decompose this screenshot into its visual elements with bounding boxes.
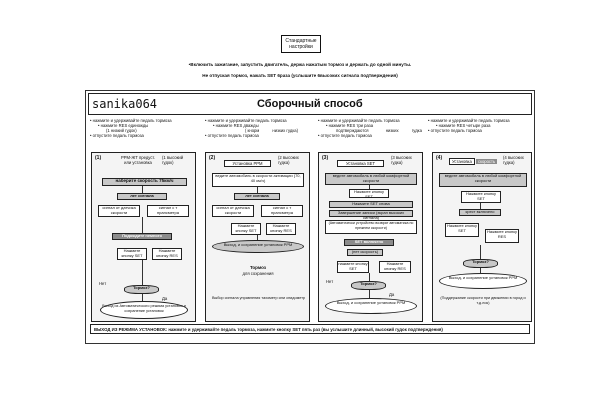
flow-box: сигнал с т прансметра (261, 205, 303, 217)
flow-box: Нажмите кнопку RES (152, 248, 182, 260)
panel-footer: (Поддержание скорости при движении в город и т.д.лок) (440, 296, 526, 305)
panel-header-right (278, 155, 308, 165)
page-title: Сборочный способ (257, 98, 363, 110)
flow-connector (142, 294, 143, 301)
flow-connector (480, 268, 481, 273)
flow-box: нажмите кнопку SET (337, 261, 369, 273)
panel-2 (205, 152, 310, 322)
flow-box: Нажмите кнопку RES (485, 229, 519, 243)
flow-label: Нет (326, 279, 334, 284)
header-right-1: (4 высоких (503, 155, 524, 160)
col2-steps (205, 118, 315, 138)
flow-connector (257, 187, 258, 193)
flow-text: для сохранения (242, 271, 274, 276)
flow-box: наберите скорость 75км/ч (102, 178, 187, 186)
panel-number: (2) (209, 155, 216, 161)
settings-line-2: настройки (289, 44, 313, 50)
flow-box: Нажмите кнопку RES (379, 261, 411, 273)
col2-step-line: • нажмите и удерживайте педаль тормоза (205, 118, 287, 123)
header-left-1: РРМ-ЖТ предуст. (120, 155, 156, 160)
flow-box: (нет скорость) (347, 249, 383, 256)
flow-connector (369, 185, 370, 189)
panel-number: (4) (436, 155, 443, 161)
flow-box: Нажмите SET снова (329, 201, 413, 208)
header-left-1: Установка (449, 158, 475, 165)
panel-header-left (449, 159, 499, 164)
header-right-2: гудка) (503, 160, 515, 165)
panel-1 (91, 152, 196, 322)
flow-box: Выход, и сохранение установок РРМ (439, 273, 527, 289)
settings-line-1: Стандартные (285, 38, 317, 44)
col3-step-line: • нажмите RES три раза (326, 123, 374, 128)
panel-header-left: Установка РРМ (224, 160, 271, 167)
flow-box: Нажмите кнопку RES (266, 223, 296, 235)
col3-step-line: • нажмите и удерживайте педаль тормоза (318, 118, 400, 123)
flow-connector (142, 217, 143, 233)
flow-box: Выход, и сохранение установок РРМ (325, 298, 417, 314)
header-right-2: гудка) (278, 160, 290, 165)
flow-box: ведите автомобиль в любой комфортной скорости (439, 173, 527, 187)
flow-box: Нажмите кнопку SET (461, 191, 501, 203)
flow-box: крест включено (459, 209, 501, 216)
instruction-2: Не отпуская тормоз, нажать SET 6раза (услышите 6высоких сигнала подтверждения) (202, 73, 398, 78)
header-right-2: гудка) (391, 160, 403, 165)
col2-step-line: • отпустите педаль тормоза (205, 133, 259, 138)
col4-step-line: • отпустите педаль тормоза (428, 128, 482, 133)
flow-box: Тормоз? (351, 281, 386, 290)
flow-box: Нажмите кнопку SET (349, 189, 389, 198)
col4-step-line: • нажмите RES четыре раза (436, 123, 491, 128)
flow-box: SET включено (344, 239, 394, 246)
flow-box: сигнал от датчика скорости (212, 205, 254, 217)
header-left-2: или установка (124, 160, 152, 165)
flow-label: Нет (99, 281, 107, 286)
flow-label: Да (162, 296, 168, 301)
col2-step-line: • нажмите RES дважды (213, 123, 259, 128)
exit-footer: ВЫХОД ИЗ РЕЖИМА УСТАНОВОК: нажмите и удерживайте педаль тормоза, нажмите кнопку SET пять раз (вы услышите длинный, высокий гудок подтверждения) (90, 324, 530, 334)
col1-step-line: (1 низкий гудок) (106, 128, 137, 133)
panel-3 (318, 152, 423, 322)
flow-connector (480, 203, 481, 209)
col1-step-line: • нажмите RES единожды (98, 123, 149, 128)
panel-number: (1) (95, 155, 102, 161)
flow-box: Тормоз? (463, 259, 498, 268)
col4-step-line: • нажмите и удерживайте педаль тормоза (428, 118, 510, 123)
col3-step-line: • отпустите педаль тормоза (318, 133, 372, 138)
flow-box: ведите автомобиль в любой комфортной скорости (325, 173, 417, 185)
col4-steps (428, 118, 533, 133)
flow-connector (369, 273, 370, 281)
flow-box: сигнал с т прансметра (147, 205, 189, 217)
flow-box: Выход, и сохранение установок РРМ (212, 240, 304, 253)
header-right-2: гудок) (162, 160, 174, 165)
flow-box: Выход из Автоматического режима установок и сохранение установок (100, 301, 188, 319)
panel-header-left: Установка SET (337, 160, 384, 167)
col1-step-line: • отпустите педаль тормоза (90, 133, 144, 138)
header-right-1: (1 высокий (162, 155, 184, 160)
panel-footer: Выбор сигнала управления тахометр или спидометр (211, 296, 306, 300)
flow-connector (142, 260, 143, 285)
header-left-2: скорость (477, 159, 496, 164)
panel-number: (3) (322, 155, 329, 161)
flow-label: Да (389, 292, 395, 297)
panel-header-right (503, 155, 533, 165)
flow-box: ведите автомобиль в скорости активации (70, 40 км/ч) (212, 173, 304, 187)
user-label: sanika064 (92, 97, 158, 111)
flow-box: Тормоз? (124, 285, 159, 294)
header-bar (88, 93, 532, 115)
header-right-1: (3 высоких (391, 155, 412, 160)
panel-header-right (391, 155, 421, 165)
panel-header-left (118, 155, 158, 165)
flow-box: (Автоматически устройство возврат автоматика по прежнем скорости) (325, 220, 417, 234)
flow-box: лет сигнала (234, 193, 280, 200)
flow-connector (142, 186, 143, 193)
flow-box: Завершение записи (экран высоких сигнала) (329, 210, 413, 217)
col3-steps (318, 118, 443, 138)
panel-4 (432, 152, 532, 322)
instruction-1: •Включить зажигание, запустить двигатель, держа нажатым тормоз и держать до одной минуты. (188, 62, 412, 67)
flow-connector (369, 290, 370, 298)
flow-connector (257, 235, 258, 240)
flow-box: Нажмите кнопку SET (117, 248, 147, 260)
flow-box: лет сигнала (117, 193, 167, 200)
panel-header-right (162, 155, 194, 165)
flow-connector (480, 245, 481, 259)
col2-step-line: ( кнорм низких гудка) (245, 128, 298, 133)
flow-box: сигнал от датчика скорости (98, 205, 140, 217)
header-right-1: (2 высоких (278, 155, 299, 160)
flow-text: Тормоз (249, 265, 267, 270)
flow-box: Нажмите кнопку SET (445, 223, 479, 237)
col1-step-line: • нажмите и удерживайте педаль тормоза (90, 118, 172, 123)
col1-steps (90, 118, 200, 138)
col3-step-line: подтверждаются низких гудка (336, 128, 422, 133)
flow-box: Подождите немного (112, 233, 172, 240)
standard-settings-box (281, 35, 321, 53)
flow-box: Нажмите кнопку SET (231, 223, 261, 235)
